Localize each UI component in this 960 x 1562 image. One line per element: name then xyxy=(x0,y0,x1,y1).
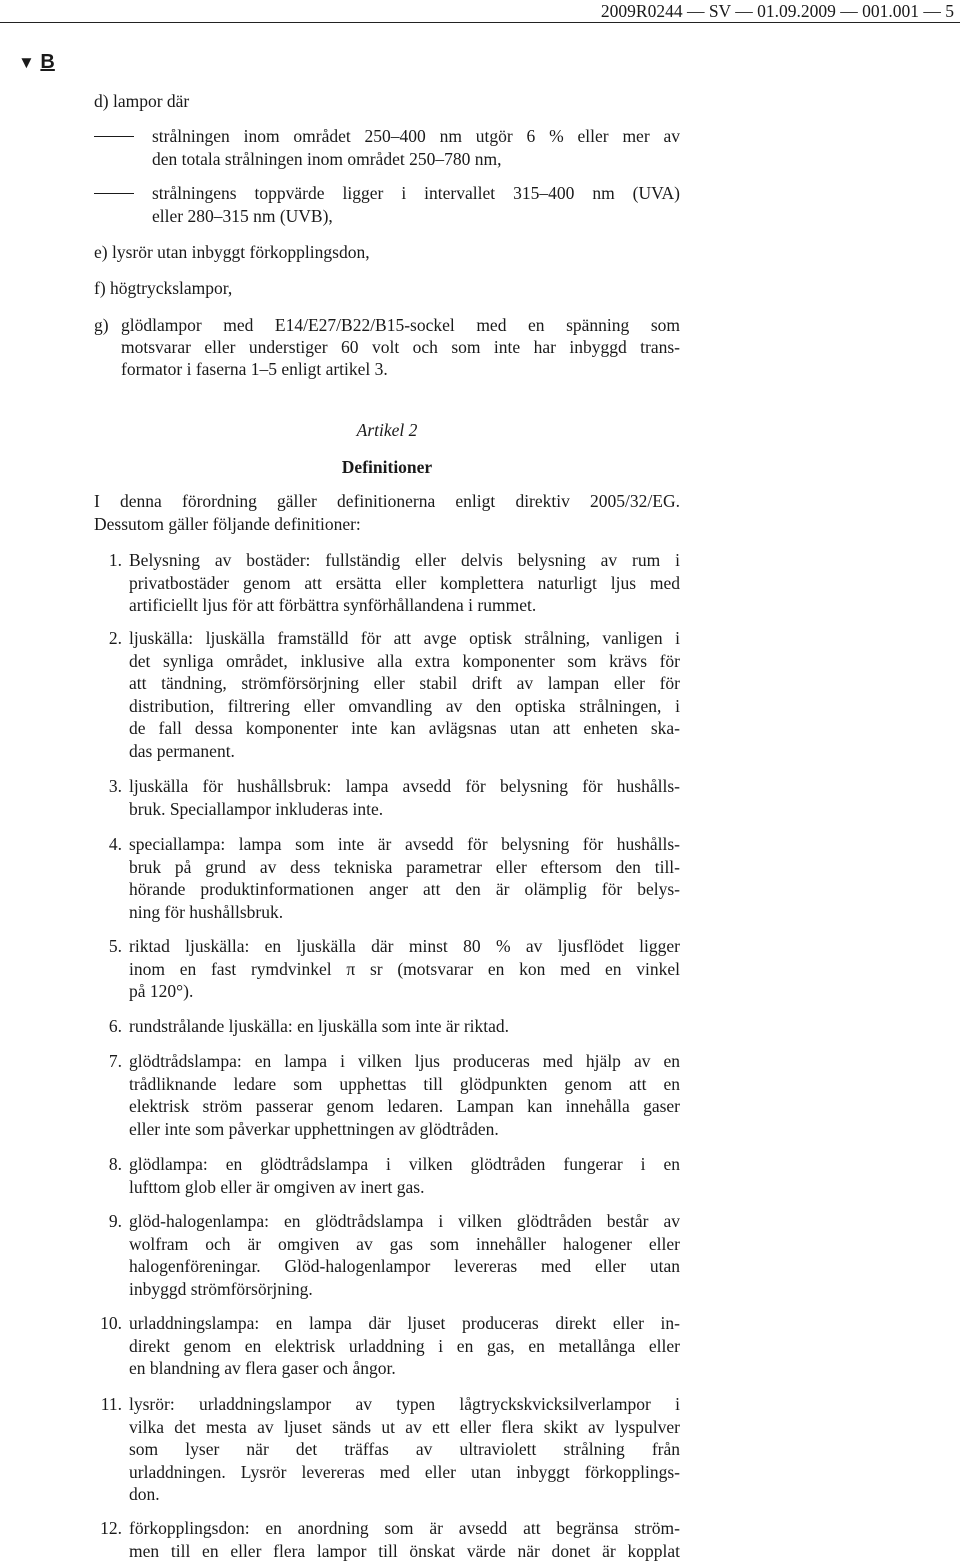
definition-number: 1. xyxy=(82,549,122,572)
intro-line-2: Dessutom gäller följande definitioner: xyxy=(94,513,361,536)
definition-text-line: privatbostäder genom att ersätta eller komplettera naturligt ljus med xyxy=(129,572,680,595)
definition-number: 6. xyxy=(82,1015,122,1038)
definition-text-line: glöd-halogenlampa: en glödtrådslampa i vilken glödtråden består av xyxy=(129,1210,680,1233)
definition-text-line: direkt genom en elektrisk urladdning i en gas, en metallånga eller xyxy=(129,1335,680,1358)
definition-text-line: det synliga området, inklusive alla extra komponenter som krävs för xyxy=(129,650,680,673)
definition-text-line: rundstrålande ljuskälla: en ljuskälla som inte är riktad. xyxy=(129,1015,509,1038)
definition-text-line: vilka det mesta av ljuset sänds ut av ett eller flera skikt av lyspulver xyxy=(129,1416,680,1439)
definition-text-line: lysrör: urladdningslampor av typen lågtryckskvicksilverlampor i xyxy=(129,1393,680,1416)
definition-text-line: speciallampa: lampa som inte är avsedd för belysning för hushålls- xyxy=(129,833,680,856)
definition-text-line: inbyggd strömförsörjning. xyxy=(129,1278,313,1301)
definition-text-line: urladdningen. Lysrör levereras med eller utan inbyggt förkopplings- xyxy=(129,1461,680,1484)
item-g-line-2: motsvarar eller understiger 60 volt och som inte har inbyggd trans- xyxy=(121,336,680,359)
item-d-label: d) lampor där xyxy=(94,90,189,113)
definition-number: 10. xyxy=(82,1312,122,1335)
definition-text-line: das permanent. xyxy=(129,740,235,763)
item-f: f) högtryckslampor, xyxy=(94,277,232,300)
definition-text-line: ljuskälla för hushållsbruk: lampa avsedd för belysning för hushålls- xyxy=(129,775,680,798)
article-number: Artikel 2 xyxy=(94,419,680,442)
definition-text-line: halogenföreningar. Glöd-halogenlampor levereras med eller utan xyxy=(129,1255,680,1278)
intro-line-1: I denna förordning gäller definitionerna enligt direktiv 2005/32/EG. xyxy=(94,490,680,513)
definition-text-line: som lyser när det träffas av ultraviolett strålning från xyxy=(129,1438,680,1461)
item-e: e) lysrör utan inbyggt förkopplingsdon, xyxy=(94,241,370,264)
definition-text-line: eller inte som påverkar upphettningen av glödtråden. xyxy=(129,1118,499,1141)
definition-text-line: inom en fast rymdvinkel π sr (motsvarar en kon med en vinkel xyxy=(129,958,680,981)
triangle-down-icon: ▼ xyxy=(18,53,35,72)
item-d-dash2-line-2: eller 280–315 nm (UVB), xyxy=(152,205,333,228)
definition-text-line: glödlampa: en glödtrådslampa i vilken glödtråden fungerar i en xyxy=(129,1153,680,1176)
definition-number: 11. xyxy=(82,1393,122,1416)
amendment-marker-label: B xyxy=(40,51,54,73)
header-rule xyxy=(0,22,960,23)
definition-text-line: förkopplingsdon: en anordning som är avsedd att begränsa ström- xyxy=(129,1517,680,1540)
definition-number: 8. xyxy=(82,1153,122,1176)
article-title: Definitioner xyxy=(94,456,680,479)
definition-number: 9. xyxy=(82,1210,122,1233)
definition-text-line: de fall dessa komponenter inte kan avlägsnas utan att enheten ska- xyxy=(129,717,680,740)
item-g-line-3: formator i faserna 1–5 enligt artikel 3. xyxy=(121,358,388,381)
definition-number: 12. xyxy=(82,1517,122,1540)
definition-text-line: riktad ljuskälla: en ljuskälla där minst 80 % av ljusflödet ligger xyxy=(129,935,680,958)
definition-text-line: urladdningslampa: en lampa där ljuset produceras direkt eller in- xyxy=(129,1312,680,1335)
definition-text-line: Belysning av bostäder: fullständig eller delvis belysning av rum i xyxy=(129,549,680,572)
item-g-line-1: glödlampor med E14/E27/B22/B15-sockel med en spänning som xyxy=(121,314,680,337)
definition-text-line: lufttom glob eller är omgiven av inert gas. xyxy=(129,1176,424,1199)
definition-text-line: att tändning, strömförsörjning eller stabil drift av lampan eller för xyxy=(129,672,680,695)
item-d-dash2-line-1: strålningens toppvärde ligger i intervallet 315–400 nm (UVA) xyxy=(152,182,680,205)
dash-1 xyxy=(94,136,134,137)
definition-number: 3. xyxy=(82,775,122,798)
definition-text-line: en blandning av flera gaser och ångor. xyxy=(129,1357,396,1380)
definition-text-line: men till en eller flera lampor till önskat värde när donet är kopplat xyxy=(129,1540,680,1562)
item-d-dash1-line-2: den totala strålningen inom området 250–780 nm, xyxy=(152,148,501,171)
definition-text-line: hörande produktinformationen anger att den är olämplig för belys- xyxy=(129,878,680,901)
definition-text-line: glödtrådslampa: en lampa i vilken ljus produceras med hjälp av en xyxy=(129,1050,680,1073)
definition-text-line: trådliknande ledare som upphettas till glödpunkten genom att en xyxy=(129,1073,680,1096)
definition-text-line: elektrisk ström passerar genom ledaren. Lampan kan innehålla gaser xyxy=(129,1095,680,1118)
definition-number: 5. xyxy=(82,935,122,958)
definition-text-line: bruk. Speciallampor inkluderas inte. xyxy=(129,798,383,821)
item-d-dash1-line-1: strålningen inom området 250–400 nm utgör 6 % eller mer av xyxy=(152,125,680,148)
definition-text-line: ning för hushållsbruk. xyxy=(129,901,283,924)
definition-text-line: wolfram och är omgiven av gas som innehåller halogener eller xyxy=(129,1233,680,1256)
dash-2 xyxy=(94,193,134,194)
definition-text-line: artificiellt ljus för att förbättra synförhållandena i rummet. xyxy=(129,594,536,617)
definition-number: 2. xyxy=(82,627,122,650)
definition-text-line: don. xyxy=(129,1483,160,1506)
definition-text-line: ljuskälla: ljuskälla framställd för att avge optisk strålning, vanligen i xyxy=(129,627,680,650)
document-reference: 2009R0244 — SV — 01.09.2009 — 001.001 — 5 xyxy=(601,0,954,22)
definition-number: 7. xyxy=(82,1050,122,1073)
amendment-marker xyxy=(18,52,55,73)
definition-number: 4. xyxy=(82,833,122,856)
item-g-label: g) xyxy=(94,314,109,337)
definition-text-line: distribution, filtrering eller omvandling av den optiska strålningen, i xyxy=(129,695,680,718)
definition-text-line: bruk på grund av dess tekniska parametrar eller eftersom den till- xyxy=(129,856,680,879)
definition-text-line: på 120°). xyxy=(129,980,193,1003)
